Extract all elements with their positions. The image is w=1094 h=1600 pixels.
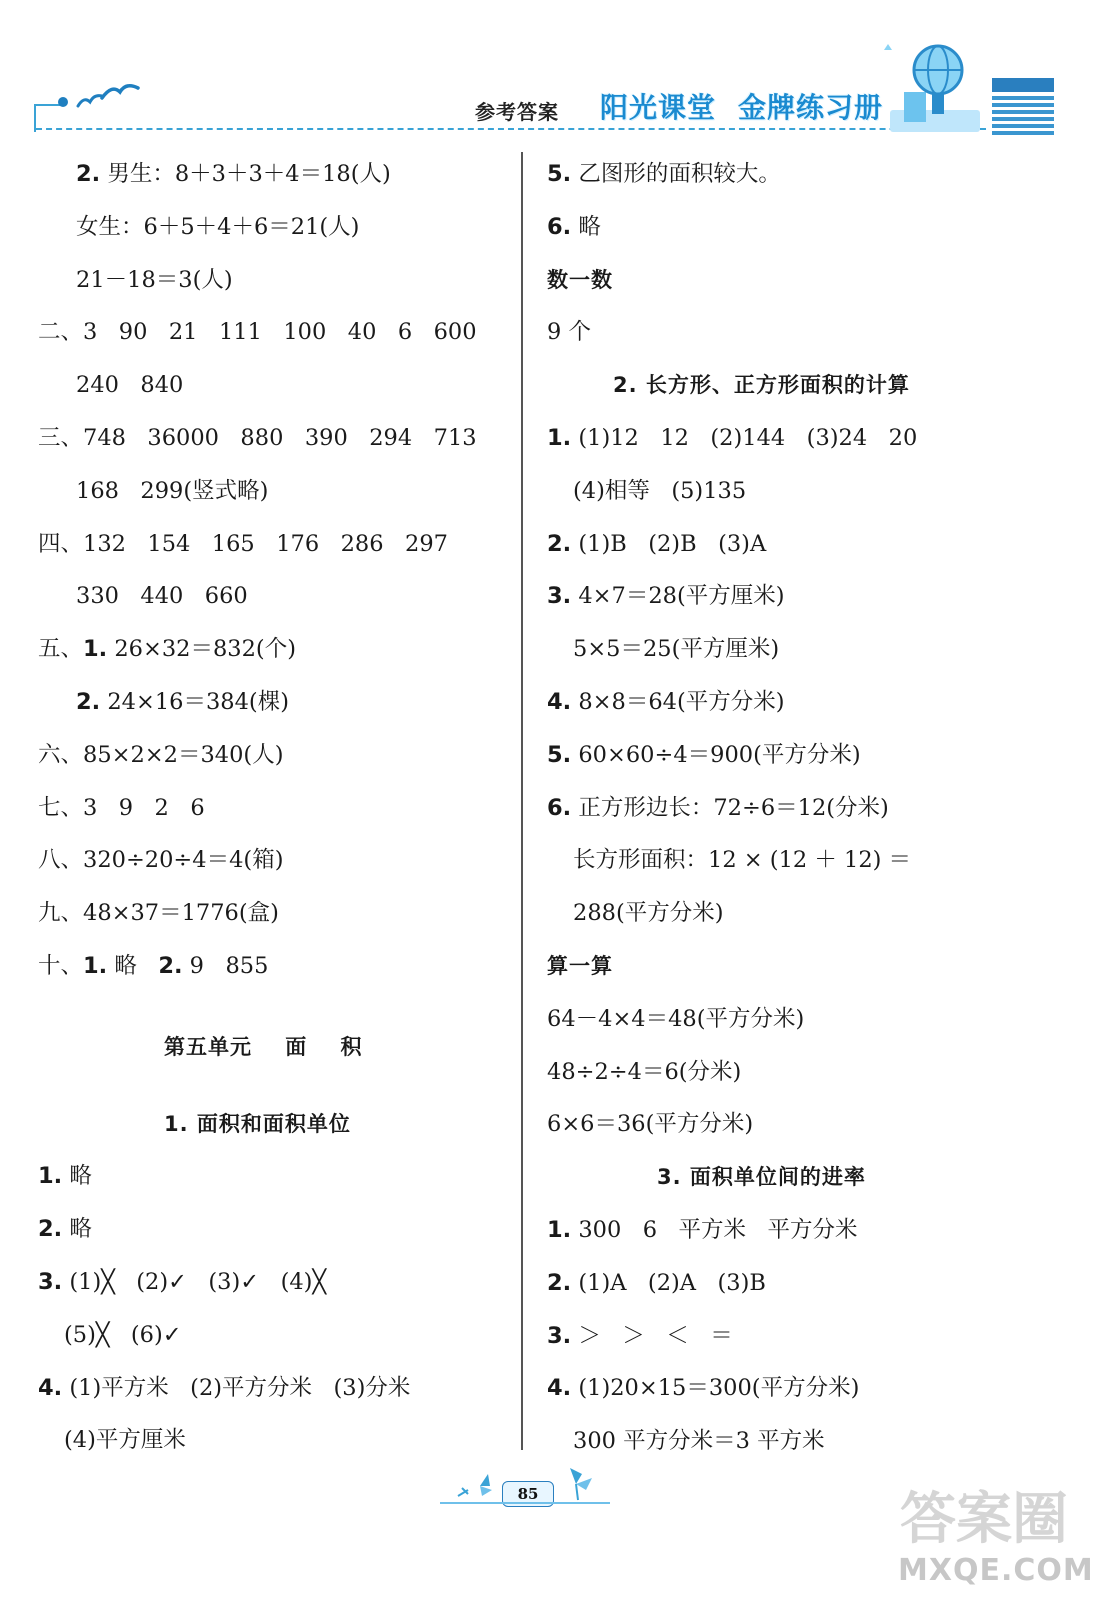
answer-line: 330 440 660	[76, 583, 248, 610]
pinwheel-icon	[556, 1464, 600, 1504]
footer-rule	[440, 1502, 610, 1504]
answer-line: 长方形面积：12 × (12 ＋ 12) ＝	[573, 847, 912, 874]
answer-line: 48÷2÷4＝6(分米)	[547, 1058, 742, 1085]
answer-line: 二、3 90 21 111 100 40 6 600	[38, 319, 477, 346]
answer-line: 288(平方分米)	[573, 900, 724, 927]
answer-line: 6. 略	[547, 213, 601, 240]
section-heading: 1. 面积和面积单位	[164, 1111, 351, 1136]
header-label: 参考答案	[475, 100, 559, 124]
answer-line: 五、1. 26×32＝832(个)	[38, 636, 296, 663]
page-header	[0, 0, 1094, 145]
subsection-heading: 算一算	[547, 953, 613, 978]
answer-line: 女生：6＋5＋4＋6＝21(人)	[76, 213, 360, 240]
answer-line: 6. 正方形边长：72÷6＝12(分米)	[547, 794, 889, 821]
answer-line: 十、1. 略 2. 9 855	[38, 952, 269, 979]
column-divider	[521, 152, 523, 1450]
answer-line: 64－4×4＝48(平方分米)	[547, 1005, 805, 1032]
answer-line: 2. (1)B (2)B (3)A	[547, 530, 767, 557]
answer-line: 2. 24×16＝384(棵)	[76, 688, 289, 715]
answer-line: 5. 乙图形的面积较大。	[547, 161, 781, 187]
header-brand-1: 阳光课堂	[600, 91, 717, 124]
answer-line: 2. 略	[38, 1216, 92, 1243]
answer-line: (5)╳ (6)✓	[64, 1321, 182, 1348]
answer-line: 1. (1)12 12 (2)144 (3)24 20	[547, 424, 918, 451]
answer-line: 3. ＞ ＞ ＜ ＝	[547, 1322, 733, 1349]
answer-line: 六、85×2×2＝340(人)	[38, 741, 284, 768]
answer-line: (4)相等 (5)135	[573, 477, 747, 504]
page-number: 85	[502, 1481, 554, 1507]
answer-line: 八、320÷20÷4＝4(箱)	[38, 847, 284, 874]
answer-line: 3. (1)╳ (2)✓ (3)✓ (4)╳	[38, 1268, 327, 1295]
answer-line: 4. (1)平方米 (2)平方分米 (3)分米	[38, 1374, 411, 1401]
answer-line: 1. 略	[38, 1163, 92, 1190]
unit-heading: 第五单元 面 积	[164, 1034, 363, 1059]
answer-line: 2. 男生：8＋3＋3＋4＝18(人)	[76, 161, 391, 187]
header-dot	[58, 97, 68, 107]
answer-line: 1. 300 6 平方米 平方分米	[547, 1216, 858, 1243]
answer-line: 5. 60×60÷4＝900(平方分米)	[547, 741, 861, 768]
header-rule	[36, 128, 986, 130]
answer-line: (4)平方厘米	[64, 1427, 186, 1454]
answer-line: 九、48×37＝1776(盒)	[38, 900, 279, 927]
answer-line: 三、748 36000 880 390 294 713	[38, 424, 477, 451]
answer-line: 4. 8×8＝64(平方分米)	[547, 688, 785, 715]
answer-line: 240 840	[76, 372, 184, 399]
subsection-heading: 数一数	[547, 267, 613, 292]
answer-line: 6×6＝36(平方分米)	[547, 1111, 754, 1138]
answer-line: 2. (1)A (2)A (3)B	[547, 1269, 766, 1296]
answer-line: 3. 4×7＝28(平方厘米)	[547, 583, 785, 610]
birds-icon	[72, 76, 142, 116]
pinwheel-icon	[454, 1468, 500, 1502]
header-brand-2: 金牌练习册	[738, 91, 884, 124]
answer-line: 9 个	[547, 319, 591, 346]
header-stripes	[992, 78, 1054, 132]
left-column	[38, 148, 508, 1467]
watermark-logo: 答案圈	[900, 1487, 1068, 1552]
right-column	[547, 148, 1027, 1468]
answer-line: 四、132 154 165 176 286 297	[38, 530, 448, 557]
page-footer	[440, 1464, 620, 1512]
answer-line: 21－18＝3(人)	[76, 266, 233, 293]
section-heading: 2. 长方形、正方形面积的计算	[613, 373, 910, 398]
answer-line: 4. (1)20×15＝300(平方分米)	[547, 1375, 860, 1402]
section-heading: 3. 面积单位间的进率	[657, 1165, 866, 1190]
answer-line: 168 299(竖式略)	[76, 477, 269, 504]
watermark-url: MXQE.COM	[898, 1553, 1094, 1588]
answer-line: 5×5＝25(平方厘米)	[573, 636, 780, 663]
answer-line: 300 平方分米＝3 平方米	[573, 1428, 825, 1455]
answer-line: 七、3 9 2 6	[38, 794, 205, 821]
globe-trophy-icon	[880, 38, 990, 138]
watermark	[898, 1475, 1094, 1590]
